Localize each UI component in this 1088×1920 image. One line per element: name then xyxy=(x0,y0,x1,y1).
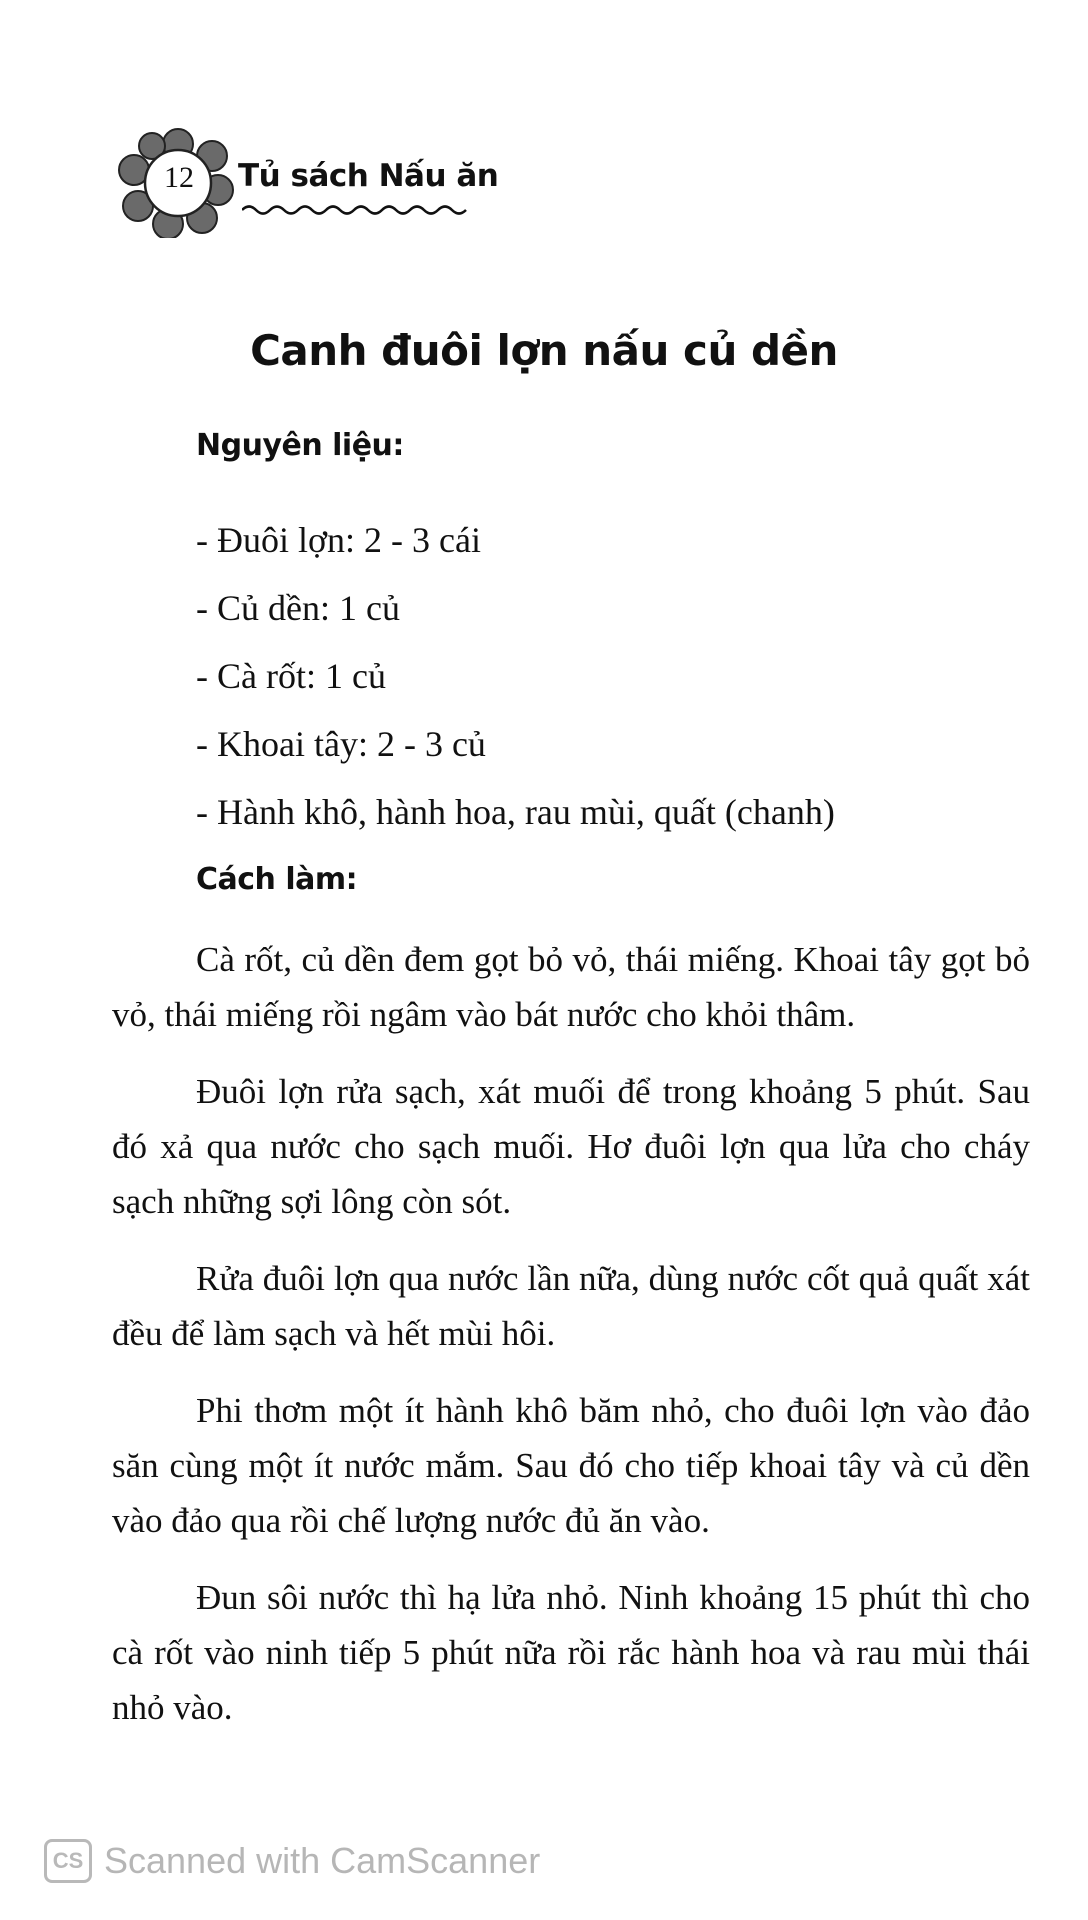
ingredients-heading: Nguyên liệu: xyxy=(196,428,404,463)
method-heading: Cách làm: xyxy=(196,862,358,897)
method-body xyxy=(112,932,1030,1757)
method-paragraph: Phi thơm một ít hành khô băm nhỏ, cho đuôi lợn vào đảo săn cùng một ít nước mắm. Sau đó cho tiếp khoai tây và củ dền vào đảo qua rồi chế lượng nước đủ ăn vào. xyxy=(112,1391,1030,1540)
camscanner-logo-icon: CS xyxy=(44,1839,92,1883)
method-paragraph: Đun sôi nước thì hạ lửa nhỏ. Ninh khoảng 15 phút thì cho cà rốt vào ninh tiếp 5 phút nữa rồi rắc hành hoa và rau mùi thái nhỏ vào. xyxy=(112,1578,1030,1727)
page-number: 12 xyxy=(164,161,194,194)
method-paragraph: Đuôi lợn rửa sạch, xát muối để trong khoảng 5 phút. Sau đó xả qua nước cho sạch muối. Hơ đuôi lợn qua lửa cho cháy sạch những sợi lông còn sót. xyxy=(112,1072,1030,1221)
ingredient-item: - Khoai tây: 2 - 3 củ xyxy=(196,724,486,764)
method-paragraph: Rửa đuôi lợn qua nước lần nữa, dùng nước cốt quả quất xát đều để làm sạch và hết mùi hôi. xyxy=(112,1259,1030,1353)
scanner-watermark xyxy=(44,1836,540,1886)
page-header xyxy=(118,128,498,238)
series-title: Tủ sách Nấu ăn xyxy=(238,158,499,194)
watermark-text: Scanned with CamScanner xyxy=(104,1840,541,1881)
ingredient-item: - Đuôi lợn: 2 - 3 cái xyxy=(196,520,481,560)
ingredient-item: - Củ dền: 1 củ xyxy=(196,588,400,628)
method-paragraph: Cà rốt, củ dền đem gọt bỏ vỏ, thái miếng. Khoai tây gọt bỏ vỏ, thái miếng rồi ngâm vào bát nước cho khỏi thâm. xyxy=(112,940,1030,1034)
ingredient-item: - Hành khô, hành hoa, rau mùi, quất (chanh) xyxy=(196,792,835,832)
recipe-title: Canh đuôi lợn nấu củ dền xyxy=(250,326,838,375)
ingredients-list xyxy=(196,506,835,846)
wavy-underline xyxy=(242,203,472,217)
ingredient-item: - Cà rốt: 1 củ xyxy=(196,656,386,696)
